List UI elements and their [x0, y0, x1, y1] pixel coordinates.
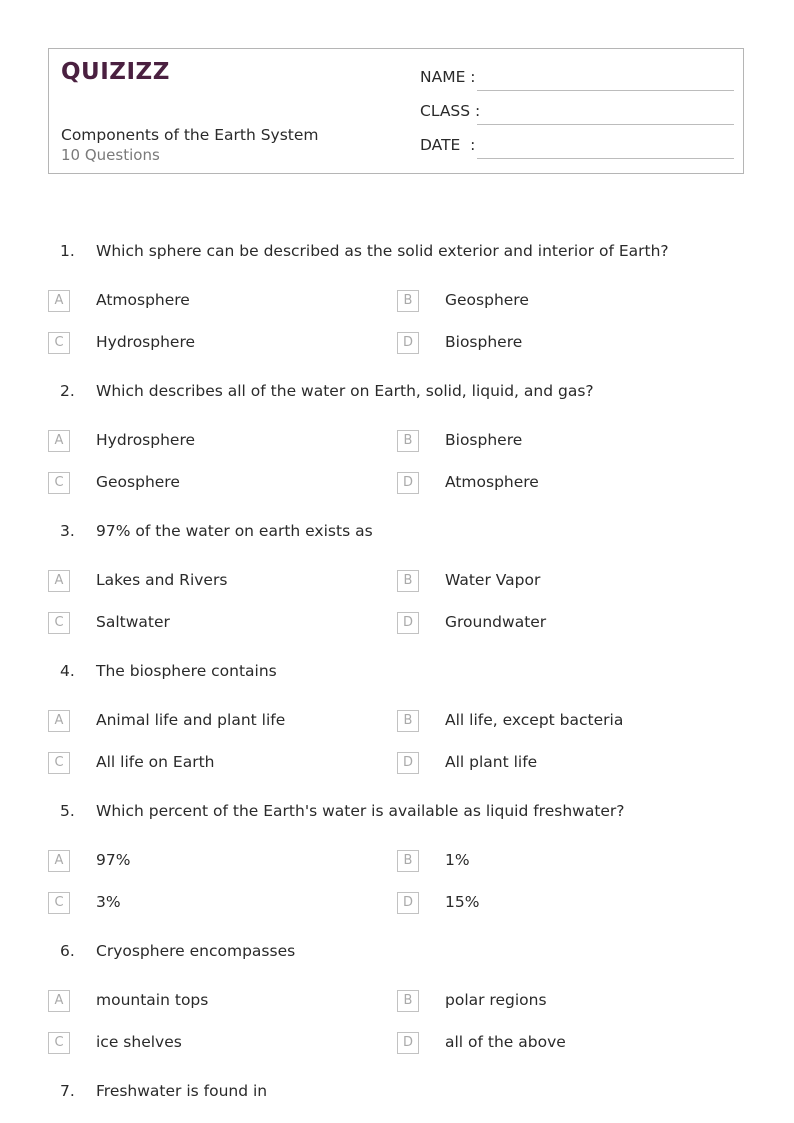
option-text: 15%	[445, 893, 480, 911]
option-letter-box[interactable]: A	[48, 430, 70, 452]
question-text: 97% of the water on earth exists as	[96, 522, 373, 540]
question-number: 2.	[60, 382, 75, 400]
answer-option[interactable]	[397, 990, 727, 1014]
name-line	[477, 90, 734, 91]
option-letter-box[interactable]: B	[397, 990, 419, 1012]
option-letter-box[interactable]: B	[397, 710, 419, 732]
question-text: The biosphere contains	[96, 662, 277, 680]
option-text: Hydrosphere	[96, 431, 196, 449]
option-letter-box[interactable]: D	[397, 472, 419, 494]
option-letter-box[interactable]: C	[48, 332, 70, 354]
option-letter-box[interactable]: D	[397, 1032, 419, 1054]
answer-option[interactable]	[48, 710, 378, 734]
name-label: NAME :	[420, 68, 476, 86]
question-text: Which percent of the Earth's water is available as liquid freshwater?	[96, 802, 625, 820]
answer-option[interactable]	[48, 752, 378, 776]
option-text: Geosphere	[445, 291, 529, 309]
option-text: All life on Earth	[96, 753, 215, 771]
answer-option[interactable]	[397, 472, 727, 496]
answer-option[interactable]	[48, 990, 378, 1014]
option-text: Geosphere	[96, 473, 180, 491]
option-text: 3%	[96, 893, 121, 911]
option-letter-box[interactable]: A	[48, 290, 70, 312]
answer-option[interactable]	[397, 612, 727, 636]
option-letter-box[interactable]: B	[397, 290, 419, 312]
answer-option[interactable]	[397, 850, 727, 874]
option-letter-box[interactable]: B	[397, 850, 419, 872]
answer-option[interactable]	[48, 570, 378, 594]
option-letter-box[interactable]: A	[48, 850, 70, 872]
option-letter-box[interactable]: A	[48, 710, 70, 732]
option-text: Animal life and plant life	[96, 711, 286, 729]
question-number: 4.	[60, 662, 75, 680]
answer-option[interactable]	[397, 892, 727, 916]
option-text: Atmosphere	[96, 291, 190, 309]
option-letter-box[interactable]: D	[397, 752, 419, 774]
answer-option[interactable]	[397, 332, 727, 356]
answer-option[interactable]	[48, 332, 378, 356]
date-line	[477, 158, 734, 159]
date-field	[420, 136, 734, 160]
question-number: 1.	[60, 242, 75, 260]
option-text: all of the above	[445, 1033, 566, 1051]
option-text: All plant life	[445, 753, 538, 771]
answer-option[interactable]	[48, 472, 378, 496]
answer-option[interactable]	[397, 752, 727, 776]
option-text: Groundwater	[445, 613, 547, 631]
option-text: Biosphere	[445, 431, 523, 449]
name-field	[420, 68, 734, 92]
answer-option[interactable]	[48, 430, 378, 454]
worksheet-title: Components of the Earth System	[61, 126, 319, 144]
answer-option[interactable]	[48, 850, 378, 874]
option-letter-box[interactable]: A	[48, 570, 70, 592]
option-letter-box[interactable]: C	[48, 892, 70, 914]
question-number: 7.	[60, 1082, 75, 1100]
option-letter-box[interactable]: D	[397, 332, 419, 354]
option-text: Biosphere	[445, 333, 523, 351]
option-text: Saltwater	[96, 613, 170, 631]
option-text: All life, except bacteria	[445, 711, 624, 729]
option-letter-box[interactable]: C	[48, 612, 70, 634]
option-text: Water Vapor	[445, 571, 541, 589]
question-number: 6.	[60, 942, 75, 960]
option-letter-box[interactable]: C	[48, 1032, 70, 1054]
question-number: 3.	[60, 522, 75, 540]
option-letter-box[interactable]: C	[48, 472, 70, 494]
answer-option[interactable]	[397, 710, 727, 734]
option-text: Lakes and Rivers	[96, 571, 228, 589]
class-label: CLASS :	[420, 102, 481, 120]
answer-option[interactable]	[48, 290, 378, 314]
class-field	[420, 102, 734, 126]
option-text: polar regions	[445, 991, 547, 1009]
option-text: Hydrosphere	[96, 333, 196, 351]
answer-option[interactable]	[48, 1032, 378, 1056]
answer-option[interactable]	[48, 612, 378, 636]
answer-option[interactable]	[397, 570, 727, 594]
question-number: 5.	[60, 802, 75, 820]
question-count: 10 Questions	[61, 146, 160, 164]
question-text: Freshwater is found in	[96, 1082, 268, 1100]
option-letter-box[interactable]: C	[48, 752, 70, 774]
question-text: Which describes all of the water on Earth, solid, liquid, and gas?	[96, 382, 594, 400]
answer-option[interactable]	[397, 290, 727, 314]
option-letter-box[interactable]: B	[397, 570, 419, 592]
class-line	[477, 124, 734, 125]
option-letter-box[interactable]: D	[397, 892, 419, 914]
option-letter-box[interactable]: D	[397, 612, 419, 634]
worksheet-header	[48, 48, 744, 174]
option-text: 1%	[445, 851, 470, 869]
date-label: DATE :	[420, 136, 476, 154]
answer-option[interactable]	[397, 1032, 727, 1056]
option-letter-box[interactable]: B	[397, 430, 419, 452]
question-text: Which sphere can be described as the solid exterior and interior of Earth?	[96, 242, 669, 260]
question-text: Cryosphere encompasses	[96, 942, 296, 960]
option-letter-box[interactable]: A	[48, 990, 70, 1012]
option-text: 97%	[96, 851, 131, 869]
answer-option[interactable]	[48, 892, 378, 916]
option-text: mountain tops	[96, 991, 209, 1009]
answer-option[interactable]	[397, 430, 727, 454]
quizizz-logo: QUIZIZZ	[61, 59, 170, 85]
option-text: Atmosphere	[445, 473, 539, 491]
option-text: ice shelves	[96, 1033, 182, 1051]
